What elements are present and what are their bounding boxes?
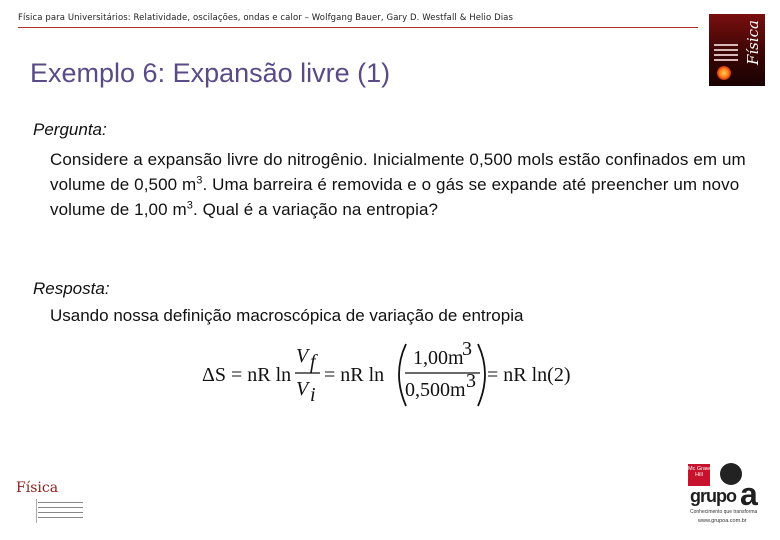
- eq-right-paren: [478, 344, 485, 406]
- publisher-letter: a: [740, 476, 758, 512]
- header-rule: [18, 27, 698, 28]
- question-part-3: . Qual é a variação na entropia?: [192, 200, 439, 219]
- question-label: Pergunta:: [33, 120, 107, 139]
- question-part-1: Considere a expansão livre do nitrogênio. Inicialmente 0,500 mols estão confinados em um volume de 0,500 m: [50, 150, 746, 194]
- eq-mid: = nR ln: [324, 364, 385, 386]
- question-exponent-1: 3: [196, 174, 203, 187]
- eq-frac-den: V: [296, 378, 309, 400]
- book-cover-lines: [714, 44, 738, 64]
- eq-frac-num-sub: f: [310, 351, 316, 373]
- eq-num-value: 1,00m: [413, 347, 464, 369]
- entropy-equation: [200, 340, 585, 410]
- mcgraw-hill-badge: Mc Graw Hill: [688, 464, 710, 486]
- answer-label: Resposta:: [33, 279, 110, 298]
- eq-den-exp: 3: [466, 370, 476, 392]
- book-cover-thumbnail: [709, 14, 765, 86]
- eq-num-exp: 3: [462, 340, 472, 360]
- publisher-tagline: Conhecimento que transforma: [690, 509, 758, 515]
- book-logo-title: Física: [16, 480, 59, 496]
- book-cover-burst-icon: [717, 66, 731, 80]
- publisher-name: grupo: [690, 486, 736, 506]
- publisher-logo: [680, 462, 772, 534]
- eq-frac-den-sub: i: [310, 384, 316, 406]
- publisher-url: www.grupoa.com.br: [698, 518, 747, 524]
- question-exponent-2: 3: [186, 199, 193, 212]
- book-logo-rule: [36, 499, 37, 523]
- eq-rhs: = nR ln(2): [487, 364, 571, 386]
- book-logo-lines: [38, 502, 83, 522]
- publisher-seal-icon: [720, 463, 742, 485]
- eq-den-value: 0,500m: [405, 379, 466, 401]
- question-part-2: . Uma barreira é removida e o gás se expande até preencher um novo volume de 1,00 m: [50, 175, 740, 219]
- eq-frac-num: V: [296, 345, 309, 367]
- running-header: Física para Universitários: Relatividade, oscilações, ondas e calor – Wolfgang Bauer, Gary D. Westfall & Helio Dias: [18, 13, 514, 23]
- eq-lhs: ΔS = nR ln: [202, 364, 292, 386]
- slide-title: Exemplo 6: Expansão livre (1): [30, 58, 391, 88]
- book-logo: [16, 480, 58, 496]
- book-cover-title: Física: [744, 20, 762, 66]
- answer-text: Usando nossa definição macroscópica de variação de entropia: [50, 306, 524, 325]
- question-text: [50, 147, 750, 222]
